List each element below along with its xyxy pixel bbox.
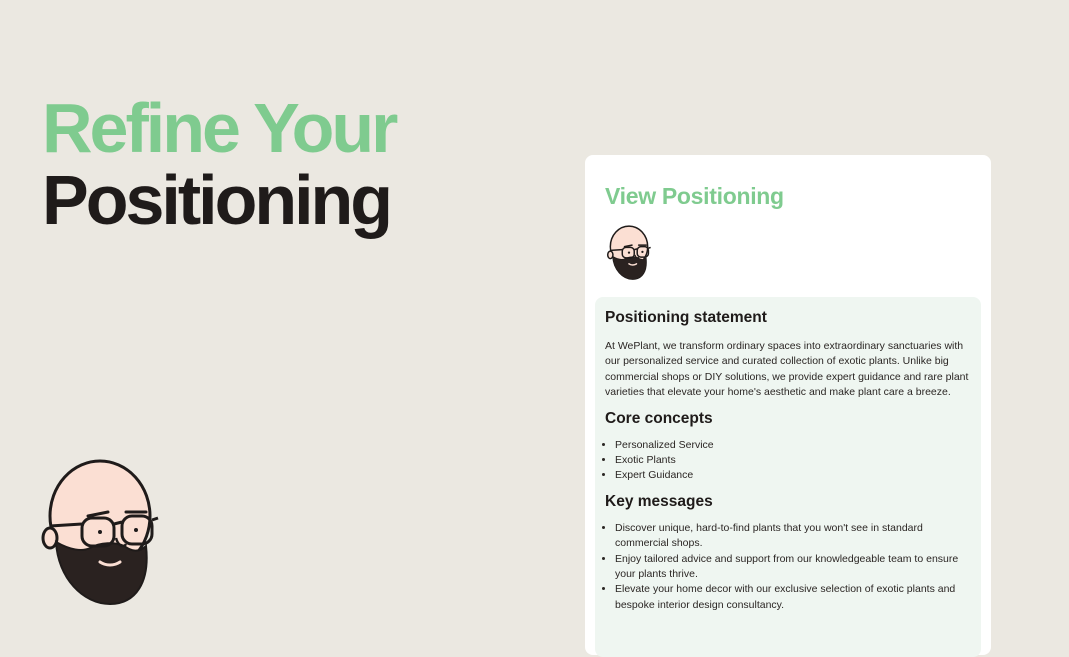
- key-message-item: • Enjoy tailored advice and support from our knowledgeable team to ensure your plants thrive.: [615, 552, 971, 583]
- core-concepts-list: [605, 438, 971, 484]
- bearded-man-avatar-icon: [605, 225, 653, 281]
- key-message-item: • Elevate your home decor with our exclusive selection of exotic plants and bespoke interior design consultancy.: [615, 582, 971, 613]
- positioning-card: [585, 155, 991, 655]
- card-title: View Positioning: [605, 183, 784, 209]
- hero-title: [42, 89, 396, 239]
- key-messages-heading: Key messages: [605, 492, 713, 510]
- hero-title-line-1: Refine Your: [42, 89, 396, 167]
- key-message-item: • Discover unique, hard-to-find plants that you won't see in standard commercial shops.: [615, 521, 971, 552]
- hero-title-line-2: Positioning: [42, 161, 391, 239]
- positioning-panel: [595, 297, 981, 657]
- core-concept-item: • Expert Guidance: [615, 468, 971, 483]
- core-concepts-heading: Core concepts: [605, 409, 713, 427]
- core-concept-item: • Exotic Plants: [615, 453, 971, 468]
- positioning-statement-text: At WePlant, we transform ordinary spaces into extraordinary sanctuaries with our personalized service and curated collection of exotic plants. Unlike big commercial shops or DIY solutions, we provide expert guidance and rare plant varieties that elevate your home's aesthetic and make plant care a breeze.: [605, 340, 969, 399]
- positioning-statement-heading: Positioning statement: [605, 309, 767, 326]
- core-concept-item: • Personalized Service: [615, 438, 971, 453]
- bearded-man-avatar-icon: [38, 458, 162, 608]
- key-messages-list: [605, 521, 971, 613]
